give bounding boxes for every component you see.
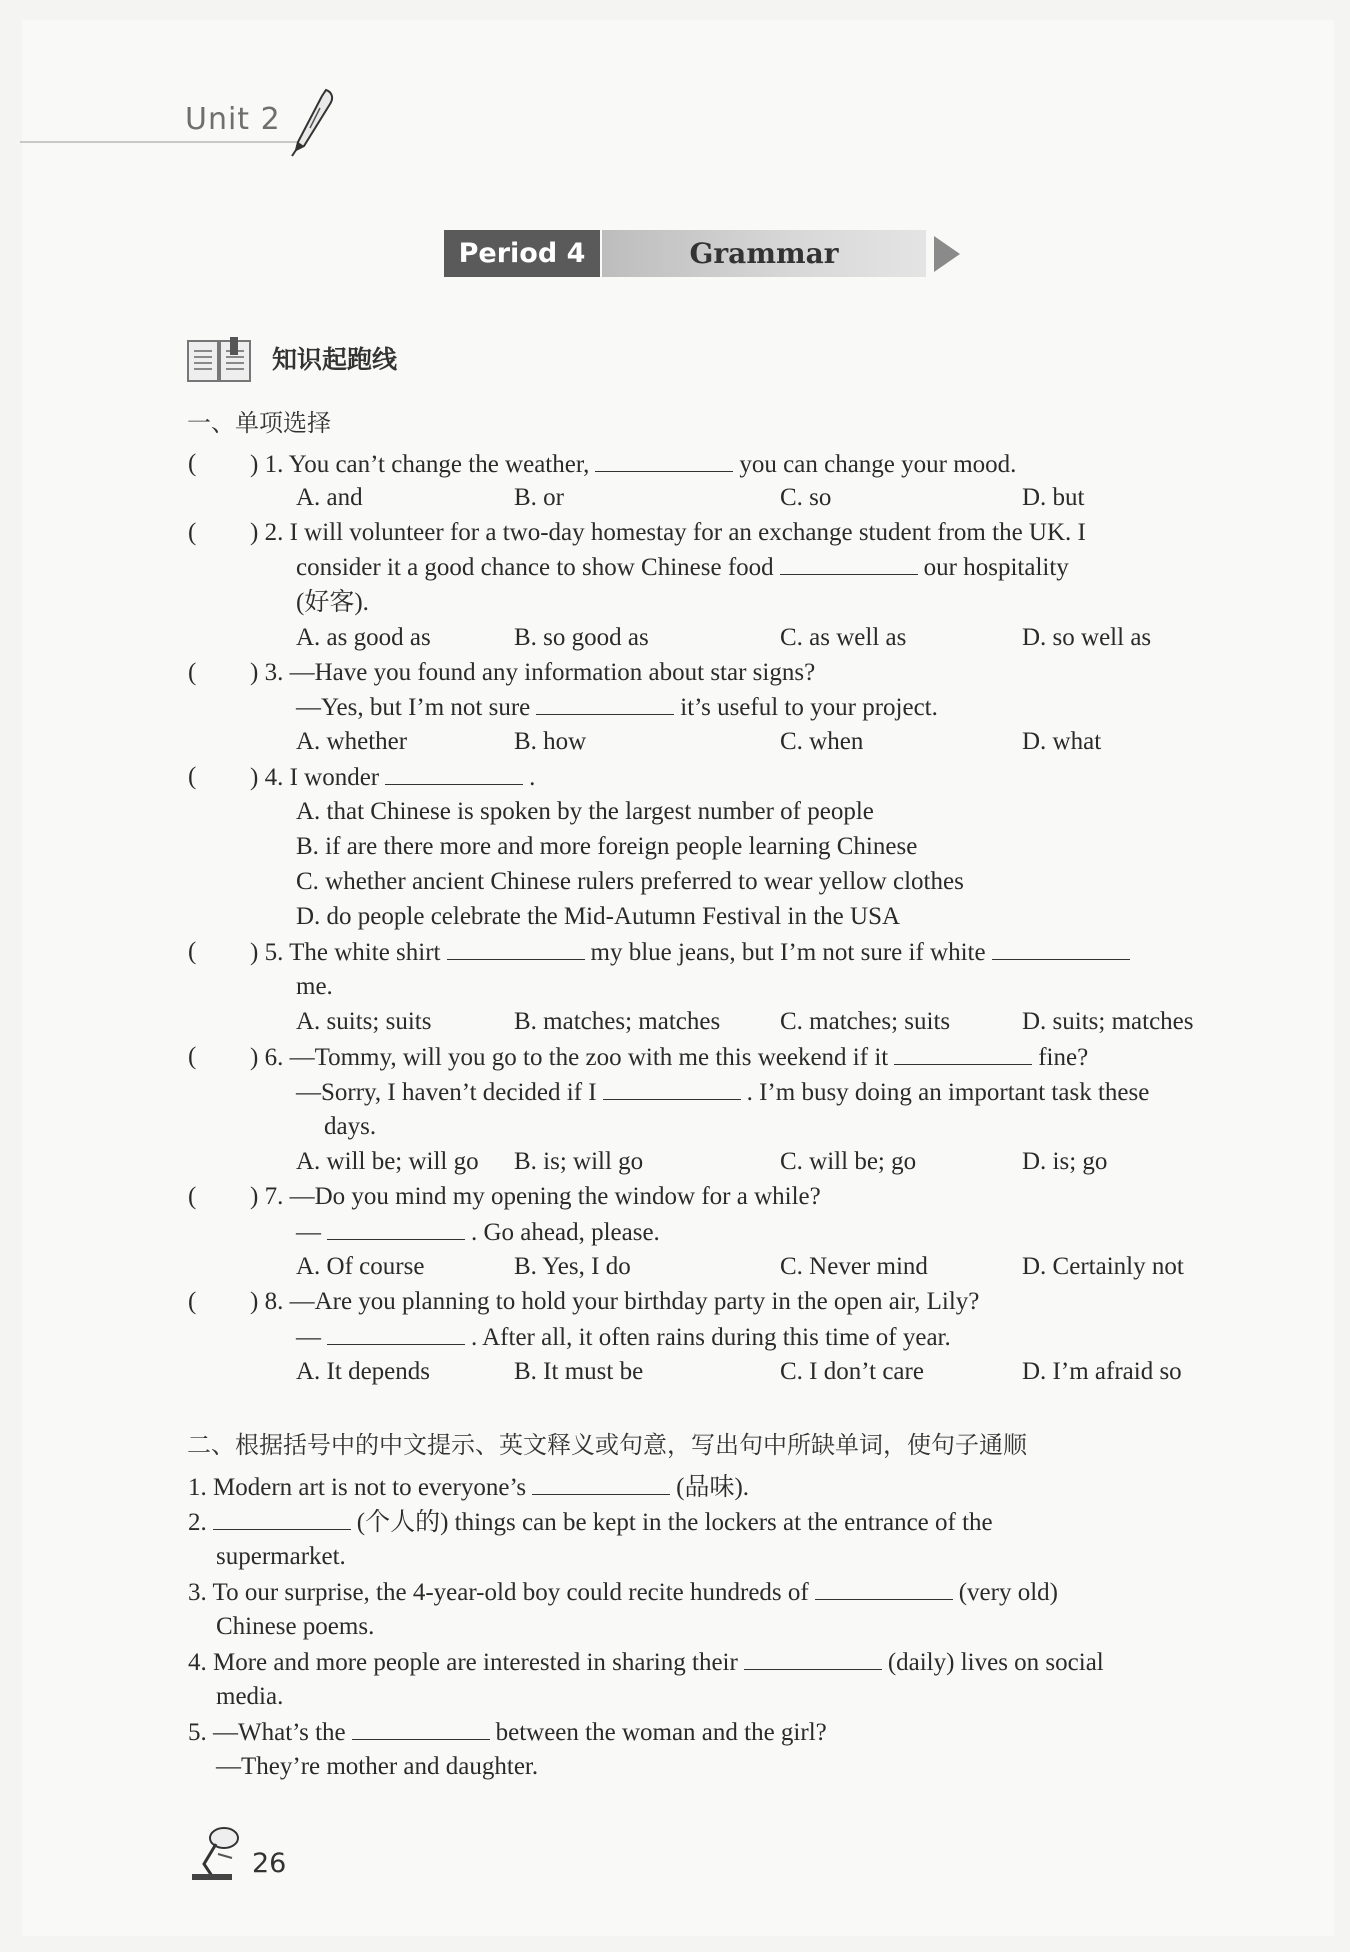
fill-item-2 [188, 1507, 993, 1538]
question-8-line-2 [296, 1322, 951, 1353]
fill-item-5 [188, 1717, 827, 1748]
fill-item-5-line-2: —They’re mother and daughter. [216, 1753, 539, 1780]
option-b: B. if are there more and more foreign people learning Chinese [296, 833, 918, 860]
option-d: D. so well as [1022, 624, 1152, 651]
question-6-line-2 [296, 1077, 1149, 1108]
answer-paren-2: ( [188, 519, 197, 546]
question-number: ) 1. [250, 451, 284, 478]
question-number: ) 5. [250, 939, 284, 966]
section-title: 知识起跑线 [272, 345, 398, 374]
option-b: B. or [514, 484, 564, 511]
option-b: B. is; will go [514, 1148, 644, 1175]
question-text: . After all, it often rains during this time of year. [471, 1324, 951, 1351]
answer-blank[interactable] [992, 937, 1130, 960]
option-d: D. is; go [1022, 1148, 1108, 1175]
pen-icon [290, 88, 336, 158]
question-text: you can change your mood. [739, 451, 1017, 478]
question-number: ) 6. [250, 1044, 284, 1071]
question-text: it’s useful to your project. [680, 694, 938, 721]
question-7 [250, 1182, 821, 1212]
question-text: —Yes, but I’m not sure [296, 694, 531, 721]
item-text: between the woman and the girl? [495, 1719, 827, 1746]
period-label: Period 4 [444, 230, 600, 277]
answer-blank[interactable] [352, 1717, 490, 1740]
question-text: . I’m busy doing an important task these [746, 1079, 1150, 1106]
question-text: my blue jeans, but I’m not sure if white [590, 939, 986, 966]
page-number: 26 [252, 1848, 287, 1879]
unit-title: Unit 2 [185, 102, 281, 137]
item-text: 5. —What’s the [188, 1719, 346, 1746]
item-text: (daily) lives on social [887, 1649, 1104, 1676]
answer-blank[interactable] [603, 1077, 741, 1100]
question-text: fine? [1038, 1044, 1089, 1071]
question-3 [250, 658, 815, 688]
arrow-right-icon [932, 234, 962, 274]
answer-blank[interactable] [447, 937, 585, 960]
question-2-line-2 [296, 552, 1069, 583]
question-text: consider it a good chance to show Chinese food [296, 554, 774, 581]
question-text: I wonder [289, 764, 380, 791]
question-text: —Sorry, I haven’t decided if I [296, 1079, 597, 1106]
answer-blank[interactable] [532, 1472, 670, 1495]
question-number: ) 7. [250, 1183, 284, 1210]
option-c: C. matches; suits [780, 1008, 951, 1035]
question-number: ) 8. [250, 1288, 284, 1315]
option-c: C. Never mind [780, 1253, 928, 1280]
item-text: 3. To our surprise, the 4-year-old boy could recite hundreds of [188, 1579, 809, 1606]
option-c: C. will be; go [780, 1148, 917, 1175]
answer-blank[interactable] [815, 1577, 953, 1600]
option-a: A. and [296, 484, 363, 511]
question-5 [250, 937, 1136, 968]
option-b: B. matches; matches [514, 1008, 721, 1035]
option-d: D. suits; matches [1022, 1008, 1194, 1035]
answer-paren-3: ( [188, 659, 197, 686]
option-c: C. as well as [780, 624, 907, 651]
option-b: B. Yes, I do [514, 1253, 631, 1280]
item-text: 4. More and more people are interested in sharing their [188, 1649, 738, 1676]
option-a: A. whether [296, 728, 408, 755]
answer-blank[interactable] [894, 1042, 1032, 1065]
option-d: D. what [1022, 728, 1102, 755]
option-c: C. when [780, 728, 864, 755]
fill-item-3-line-2: Chinese poems. [216, 1613, 375, 1640]
question-text: —Tommy, will you go to the zoo with me this weekend if it [289, 1044, 889, 1071]
item-text: (very old) [958, 1579, 1059, 1606]
item-text: 2. [188, 1509, 207, 1536]
question-text: — [296, 1324, 321, 1351]
question-text: —Do you mind my opening the window for a while? [289, 1183, 821, 1210]
question-6-line-3: days. [324, 1113, 377, 1140]
question-number: ) 2. [250, 519, 284, 546]
period-topic: Grammar [602, 230, 926, 277]
option-a: A. suits; suits [296, 1008, 432, 1035]
option-a: A. as good as [296, 624, 431, 651]
answer-paren-7: ( [188, 1183, 197, 1210]
option-a: A. will be; will go [296, 1148, 479, 1175]
question-text: You can’t change the weather, [288, 451, 590, 478]
option-c: C. so [780, 484, 832, 511]
answer-blank[interactable] [536, 692, 674, 715]
question-5-line-2: me. [296, 973, 333, 1000]
reading-lamp-icon [188, 1824, 246, 1882]
question-text: . Go ahead, please. [471, 1219, 660, 1246]
option-d: D. but [1022, 484, 1085, 511]
question-6 [250, 1042, 1088, 1073]
answer-paren-1: ( [188, 450, 197, 477]
question-7-line-2 [296, 1217, 660, 1248]
question-3-line-2 [296, 692, 938, 723]
question-text: . [529, 764, 536, 791]
question-number: ) 3. [250, 659, 284, 686]
answer-blank[interactable] [327, 1322, 465, 1345]
question-1 [250, 449, 1016, 480]
question-8 [250, 1287, 979, 1317]
answer-blank[interactable] [595, 449, 733, 472]
period-banner [444, 230, 964, 277]
item-text: 1. Modern art is not to everyone’s [188, 1474, 527, 1501]
answer-blank[interactable] [744, 1647, 882, 1670]
fill-item-4-line-2: media. [216, 1683, 284, 1710]
answer-blank[interactable] [213, 1507, 351, 1530]
question-2-line-3: (好客). [296, 589, 369, 616]
question-4 [250, 762, 535, 793]
question-text: our hospitality [923, 554, 1069, 581]
item-text: (个人的) things can be kept in the lockers at the entrance of the [356, 1509, 993, 1536]
option-b: B. It must be [514, 1358, 644, 1385]
question-text: I will volunteer for a two-day homestay for an exchange student from the UK. I [289, 519, 1086, 546]
option-d: D. I’m afraid so [1022, 1358, 1182, 1385]
option-a: A. It depends [296, 1358, 430, 1385]
option-b: B. so good as [514, 624, 649, 651]
item-text: (品味). [676, 1474, 750, 1501]
question-2 [250, 518, 1086, 548]
part2-title: 二、根据括号中的中文提示、英文释义或句意，写出句中所缺单词，使句子通顺 [187, 1431, 1027, 1459]
answer-paren-8: ( [188, 1288, 197, 1315]
question-text: —Are you planning to hold your birthday party in the open air, Lily? [289, 1288, 980, 1315]
question-number: ) 4. [250, 764, 284, 791]
answer-paren-5: ( [188, 938, 197, 965]
question-text: The white shirt [289, 939, 441, 966]
question-text: —Have you found any information about star signs? [289, 659, 816, 686]
option-c: C. I don’t care [780, 1358, 924, 1385]
answer-paren-6: ( [188, 1043, 197, 1070]
question-text: — [296, 1219, 321, 1246]
answer-blank[interactable] [327, 1217, 465, 1240]
option-a: A. that Chinese is spoken by the largest number of people [296, 798, 874, 825]
fill-item-3 [188, 1577, 1058, 1608]
fill-item-1 [188, 1472, 749, 1503]
option-b: B. how [514, 728, 587, 755]
fill-item-4 [188, 1647, 1104, 1678]
option-d: D. Certainly not [1022, 1253, 1184, 1280]
option-d: D. do people celebrate the Mid-Autumn Festival in the USA [296, 903, 901, 930]
part1-title: 一、单项选择 [187, 409, 331, 437]
answer-blank[interactable] [780, 552, 918, 575]
option-a: A. Of course [296, 1253, 425, 1280]
answer-paren-4: ( [188, 763, 197, 790]
book-icon [186, 337, 254, 385]
option-c: C. whether ancient Chinese rulers preferred to wear yellow clothes [296, 868, 964, 895]
answer-blank[interactable] [385, 762, 523, 785]
header-rule [20, 141, 300, 143]
fill-item-2-line-2: supermarket. [216, 1543, 346, 1570]
